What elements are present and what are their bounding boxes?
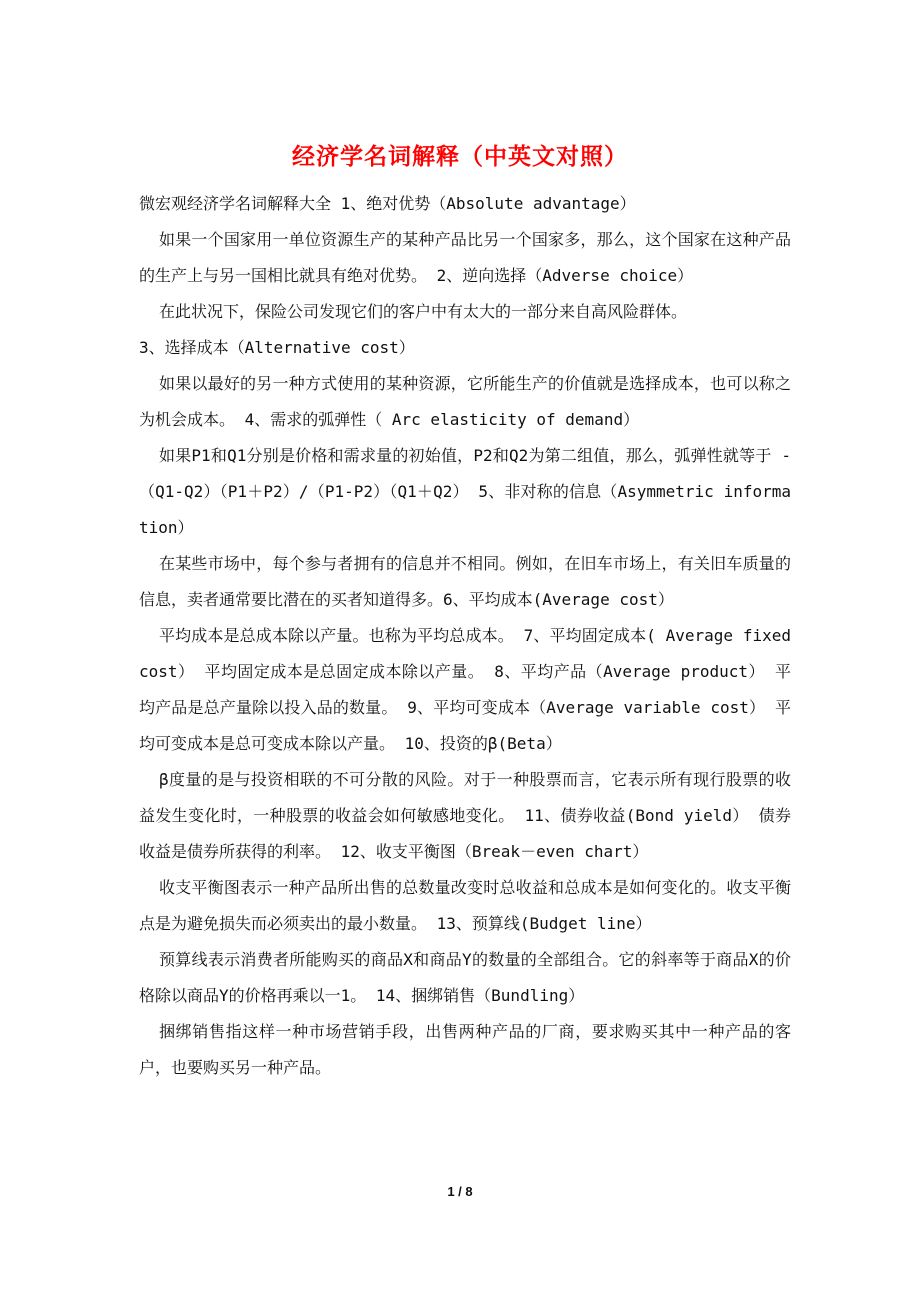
- page-number: 1 / 8: [447, 1184, 473, 1199]
- paragraph: 3、选择成本（Alternative cost）: [139, 338, 415, 357]
- paragraph: 微宏观经济学名词解释大全 1、绝对优势（Absolute advantage）: [139, 194, 636, 213]
- document-title: 经济学名词解释（中英文对照）: [292, 143, 628, 170]
- paragraph: 如果一个国家用一单位资源生产的某种产品比另一个国家多，那么，这个国家在这种产品的生产上与另一国相比就具有绝对优势。 2、逆向选择（Adverse choice）: [139, 230, 791, 285]
- paragraph: β度量的是与投资相联的不可分散的风险。对于一种股票而言，它表示所有现行股票的收益发生变化时，一种股票的收益会如何敏感地变化。 11、债券收益(Bond yield） 债券收益是债券所获得的利率。 12、收支平衡图（Break－even chart）: [139, 770, 791, 861]
- paragraph: 收支平衡图表示一种产品所出售的总数量改变时总收益和总成本是如何变化的。收支平衡点是为避免损失而必须卖出的最小数量。 13、预算线(Budget line）: [139, 878, 791, 933]
- paragraph: 预算线表示消费者所能购买的商品X和商品Y的数量的全部组合。它的斜率等于商品X的价格除以商品Y的价格再乘以一1。 14、捆绑销售（Bundling）: [139, 950, 791, 1005]
- paragraph: 捆绑销售指这样一种市场营销手段，出售两种产品的厂商，要求购买其中一种产品的客户，也要购买另一种产品。: [139, 1022, 791, 1077]
- paragraph: 平均成本是总成本除以产量。也称为平均总成本。 7、平均固定成本( Average fixed cost） 平均固定成本是总固定成本除以产量。 8、平均产品（Average product） 平均产品是总产量除以投入品的数量。 9、平均可变成本（Average variable cost） 平均可变成本是总可变成本除以产量。 10、投资的β(Beta）: [139, 626, 791, 753]
- paragraph: 在某些市场中，每个参与者拥有的信息并不相同。例如，在旧车市场上，有关旧车质量的信息，卖者通常要比潜在的买者知道得多。6、平均成本(Average cost）: [139, 554, 791, 609]
- paragraph: 如果P1和Q1分别是价格和需求量的初始值，P2和Q2为第二组值，那么，弧弹性就等于 -（Q1-Q2）（P1＋P2）/（P1-P2）（Q1＋Q2） 5、非对称的信息（Asymmetric information）: [139, 446, 791, 537]
- paragraph: 如果以最好的另一种方式使用的某种资源，它所能生产的价值就是选择成本，也可以称之为机会成本。 4、需求的弧弹性（ Arc elasticity of demand）: [139, 374, 791, 429]
- document-body: [139, 186, 791, 1086]
- paragraph: 在此状况下，保险公司发现它们的客户中有太大的一部分来自高风险群体。: [159, 302, 688, 321]
